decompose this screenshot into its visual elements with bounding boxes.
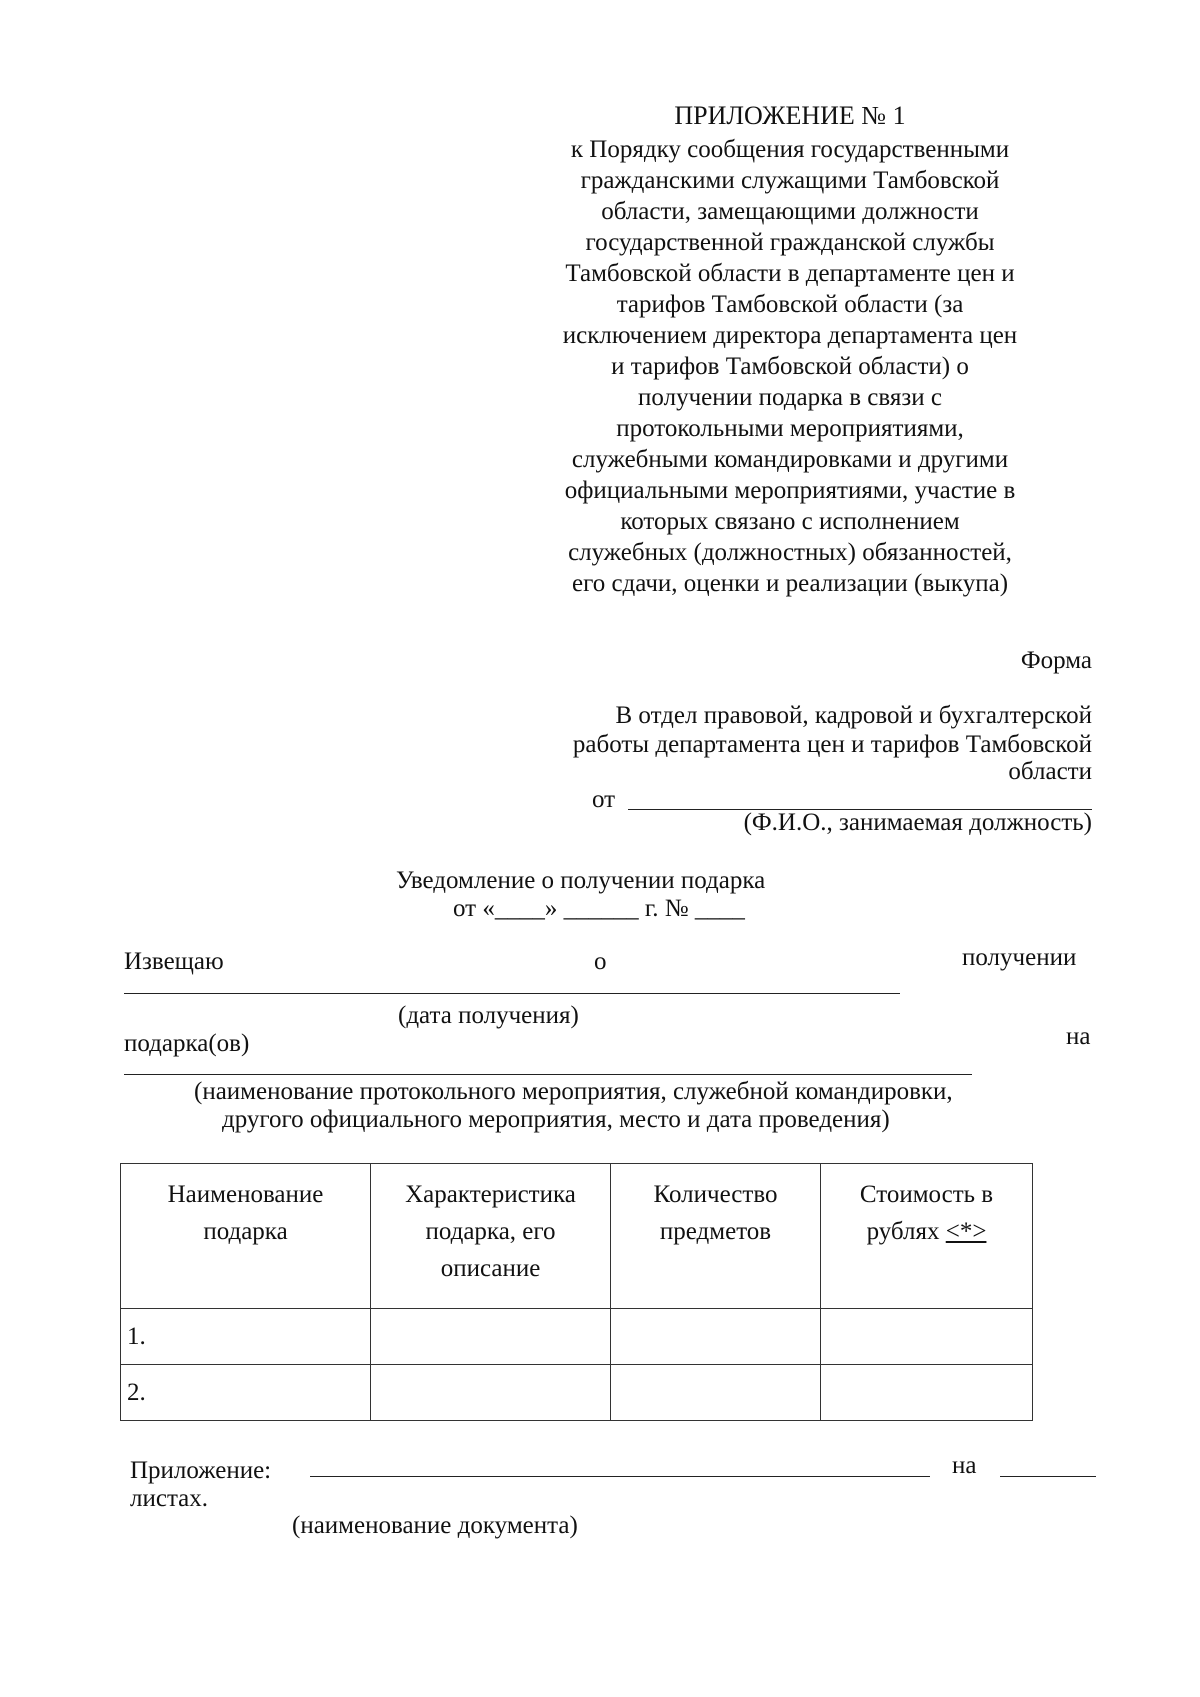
addressee-line-3: области [1008, 758, 1092, 785]
footnote-link[interactable]: <*> [945, 1218, 987, 1245]
appendix-title: ПРИЛОЖЕНИЕ № 1 [674, 101, 906, 130]
attachment-sheets-field[interactable] [1000, 1476, 1096, 1477]
appendix-line: гражданскими служащими Тамбовской [580, 167, 1000, 194]
header-text: описание [440, 1255, 541, 1282]
receipt-date-field[interactable] [124, 993, 900, 994]
appendix-line: его сдачи, оценки и реализации (выкупа) [571, 570, 1009, 597]
notice-title: Уведомление о получении подарка [396, 867, 766, 894]
header-cost [821, 1164, 1033, 1309]
table-row [121, 1309, 1033, 1365]
word-gifts: подарка(ов) [124, 1030, 250, 1057]
table-cell[interactable]: 2. [121, 1365, 371, 1421]
header-quantity [611, 1164, 821, 1309]
word-about: о [594, 948, 607, 975]
table-row [121, 1365, 1033, 1421]
from-label: от [592, 786, 616, 813]
addressee-line-2: работы департамента цен и тарифов Тамбовской [572, 731, 1092, 758]
appendix-line: исключением директора департамента цен [562, 322, 1018, 349]
header-text: Количество [653, 1181, 778, 1208]
header-text: рублях [866, 1218, 940, 1245]
header-text: предметов [659, 1218, 772, 1245]
word-on: на [1066, 1023, 1091, 1050]
appendix-line: тарифов Тамбовской области (за [616, 291, 964, 318]
appendix-line: официальными мероприятиями, участие в [564, 477, 1016, 504]
header-text: Стоимость в [859, 1181, 994, 1208]
notice-date-line: от «____» ______ г. № ____ [453, 895, 745, 922]
appendix-line: и тарифов Тамбовской области) о [611, 353, 969, 380]
appendix-line: Тамбовской области в департаменте цен и [565, 260, 1015, 287]
appendix-heading [520, 100, 1060, 599]
event-field[interactable] [124, 1074, 972, 1075]
table-header-row [121, 1164, 1033, 1309]
header-text: подарка [203, 1218, 288, 1245]
header-text: подарка, его [425, 1218, 556, 1245]
appendix-line: получении подарка в связи с [638, 384, 942, 411]
table-cell[interactable] [821, 1309, 1033, 1365]
appendix-line: протокольными мероприятиями, [616, 415, 964, 442]
table-cell[interactable] [371, 1365, 611, 1421]
word-notify: Извещаю [124, 948, 224, 975]
appendix-line: которых связано с исполнением [620, 508, 960, 535]
appendix-line: служебными командировками и другими [571, 446, 1009, 473]
header-gift-name [121, 1164, 371, 1309]
table-cell[interactable] [821, 1365, 1033, 1421]
appendix-line: области, замещающими должности [601, 198, 979, 225]
header-description [371, 1164, 611, 1309]
date-caption: (дата получения) [398, 1002, 579, 1029]
attachment-label: Приложение: [130, 1457, 272, 1484]
word-receipt: получении [962, 944, 1077, 971]
appendix-line: служебных (должностных) обязанностей, [568, 539, 1012, 566]
attachment-on: на [952, 1452, 977, 1479]
attachment-sheets-label: листах. [130, 1485, 209, 1512]
attachment-caption: (наименование документа) [292, 1512, 578, 1539]
table-cell[interactable] [611, 1365, 821, 1421]
gifts-table [120, 1163, 1033, 1421]
event-caption-2: другого официального мероприятия, место и дата проведения) [222, 1106, 890, 1133]
header-text: Наименование [167, 1181, 324, 1208]
from-caption: (Ф.И.О., занимаемая должность) [743, 809, 1092, 836]
appendix-line: государственной гражданской службы [585, 229, 995, 256]
appendix-line: к Порядку сообщения государственными [570, 136, 1010, 163]
table-cell[interactable] [611, 1309, 821, 1365]
form-label: Форма [1020, 647, 1092, 674]
event-caption-1: (наименование протокольного мероприятия, служебной командировки, [194, 1078, 953, 1105]
attachment-document-field[interactable] [310, 1476, 930, 1477]
table-cell[interactable] [371, 1309, 611, 1365]
table-cell[interactable]: 1. [121, 1309, 371, 1365]
header-text: Характеристика [405, 1181, 576, 1208]
addressee-line-1: В отдел правовой, кадровой и бухгалтерской [615, 702, 1092, 729]
